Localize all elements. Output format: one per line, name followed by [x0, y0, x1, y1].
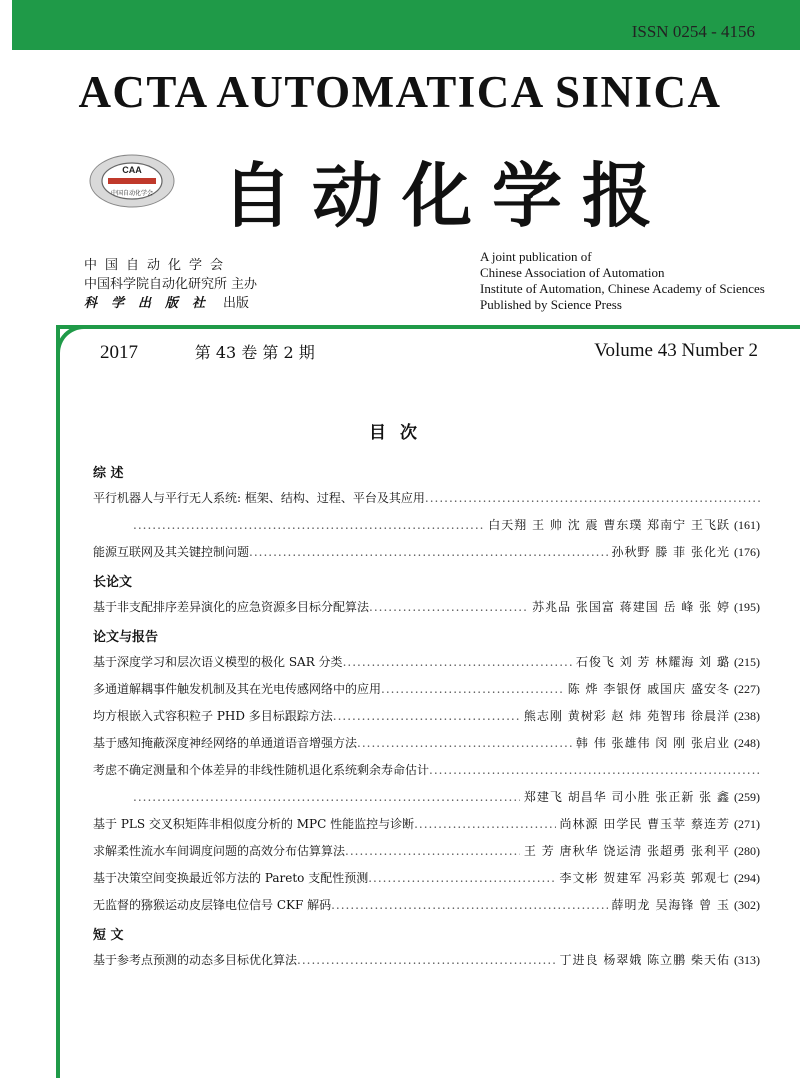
toc-entry-title: 无监督的猕猴运动皮层锋电位信号 CKF 解码	[93, 898, 332, 912]
journal-title-english: ACTA AUTOMATICA SINICA	[78, 67, 722, 117]
table-of-contents	[93, 457, 760, 974]
toc-entry-page: (215)	[734, 655, 760, 669]
toc-entry-line	[93, 485, 760, 512]
toc-entry-title: 求解柔性流水车间调度问题的高效分布估算算法	[93, 844, 346, 858]
toc-entry-authors: 孙秋野 滕 菲 张化光	[611, 545, 730, 559]
toc-section-title: 综 述	[93, 466, 124, 481]
publisher-role: 出版	[223, 296, 250, 311]
toc-entry[interactable]	[93, 838, 760, 865]
toc-entry-title: 基于参考点预测的动态多目标优化算法	[93, 953, 298, 967]
toc-leader-dots	[133, 784, 520, 811]
caa-logo-icon	[88, 152, 176, 210]
publisher-row	[84, 275, 257, 294]
issue-year: 2017	[100, 342, 138, 363]
publisher-line: A joint publication of	[480, 249, 592, 264]
publisher-name: 中国自动化学会	[84, 258, 232, 273]
toc-leader-dots	[133, 512, 484, 539]
toc-entry-line	[93, 649, 760, 676]
toc-entry-title: 基于非支配排序差异演化的应急资源多目标分配算法	[93, 600, 370, 614]
green-frame-top	[56, 325, 800, 329]
toc-leader-dots	[343, 649, 572, 676]
toc-leader-dots	[414, 811, 555, 838]
toc-leader-dots	[297, 947, 556, 974]
logo-name: 中国自动化学会	[110, 190, 154, 197]
toc-entry-title: 平行机器人与平行无人系统: 框架、结构、过程、平台及其应用	[93, 491, 425, 505]
toc-entry-title: 多通道解耦事件触发机制及其在光电传感网络中的应用	[93, 682, 382, 696]
toc-entry-title: 均方根嵌入式容积粒子 PHD 多目标跟踪方法	[93, 709, 333, 723]
publisher-row	[84, 256, 257, 275]
toc-entry-title: 基于决策空间变换最近邻方法的 Pareto 支配性预测	[93, 871, 369, 885]
toc-entry[interactable]	[93, 485, 760, 539]
toc-entry-page: (294)	[734, 871, 760, 885]
toc-entry[interactable]	[93, 676, 760, 703]
toc-section-title: 短 文	[93, 928, 124, 943]
toc-heading: 目次	[369, 423, 431, 443]
publisher-line: Published by Science Press	[480, 297, 622, 312]
toc-entry-line	[93, 947, 760, 974]
toc-entry-page: (313)	[734, 953, 760, 967]
toc-entry-page: (238)	[734, 709, 760, 723]
toc-leader-dots	[331, 892, 607, 919]
toc-entry[interactable]	[93, 703, 760, 730]
toc-entry-authors: 熊志刚 黄树彩 赵 炜 苑智玮 徐晨洋	[523, 709, 730, 723]
toc-entry-line	[93, 703, 760, 730]
toc-entry-page: (271)	[734, 817, 760, 831]
toc-leader-dots	[429, 757, 760, 784]
toc-entry-authors: 郑建飞 胡昌华 司小胜 张正新 张 鑫	[523, 790, 730, 804]
toc-entry[interactable]	[93, 811, 760, 838]
toc-entry-authors: 韩 伟 张雄伟 闵 刚 张启业	[575, 736, 730, 750]
toc-entry-page: (161)	[734, 518, 760, 532]
publisher-row	[84, 294, 257, 313]
toc-entry[interactable]	[93, 865, 760, 892]
toc-entry-line	[93, 757, 760, 784]
toc-entry-line	[93, 512, 760, 539]
toc-entry-title: 基于 PLS 交叉积矩阵非相似度分析的 MPC 性能监控与诊断	[93, 817, 415, 831]
toc-entry-line	[93, 594, 760, 621]
toc-entry-authors: 王 芳 唐秋华 饶运清 张超勇 张利平	[523, 844, 730, 858]
toc-entry-line	[93, 676, 760, 703]
toc-entry-line	[93, 838, 760, 865]
toc-entry-title: 能源互联网及其关键控制问题	[93, 545, 250, 559]
toc-entry-page: (176)	[734, 545, 760, 559]
toc-section-title: 论文与报告	[93, 630, 159, 645]
toc-entry-page: (280)	[734, 844, 760, 858]
toc-entry-authors: 丁进良 杨翠娥 陈立鹏 柴天佑	[559, 953, 730, 967]
toc-entry-line	[93, 539, 760, 566]
toc-entry-authors: 尚林源 田学民 曹玉苹 蔡连芳	[559, 817, 730, 831]
toc-entry-page: (259)	[734, 790, 760, 804]
issue-volume-cn: 第 43 卷 第 2 期	[194, 343, 315, 362]
issue-volume-en: Volume 43 Number 2	[594, 340, 758, 361]
toc-entry[interactable]	[93, 892, 760, 919]
toc-entry[interactable]	[93, 594, 760, 621]
publishers-chinese	[84, 256, 257, 313]
toc-entry-line	[93, 730, 760, 757]
toc-entry-line	[93, 865, 760, 892]
toc-leader-dots	[357, 730, 572, 757]
publisher-name: 科学出版社	[84, 296, 220, 311]
toc-entry-title: 考虑不确定测量和个体差异的非线性随机退化系统剩余寿命估计	[93, 763, 430, 777]
toc-leader-dots	[345, 838, 520, 865]
toc-leader-dots	[368, 865, 555, 892]
publishers-english	[480, 249, 765, 313]
toc-entry-page: (195)	[734, 600, 760, 614]
toc-entry-authors: 薛明龙 吴海锋 曾 玉	[611, 898, 730, 912]
publisher-line: Chinese Association of Automation	[480, 265, 665, 280]
toc-entry-authors: 李文彬 贺建军 冯彩英 郭观七	[559, 871, 730, 885]
toc-entry[interactable]	[93, 947, 760, 974]
toc-leader-dots	[425, 485, 760, 512]
publisher-role: 主办	[231, 277, 258, 292]
toc-entry-line	[93, 811, 760, 838]
publisher-line: Institute of Automation, Chinese Academy of Sciences	[480, 281, 765, 296]
toc-section-title: 长论文	[93, 575, 133, 590]
toc-entry-line	[93, 784, 760, 811]
toc-entry-title: 基于深度学习和层次语义模型的极化 SAR 分类	[93, 655, 343, 669]
toc-entry-authors: 石俊飞 刘 芳 林耀海 刘 璐	[575, 655, 730, 669]
toc-leader-dots	[249, 539, 608, 566]
toc-leader-dots	[333, 703, 520, 730]
toc-leader-dots	[381, 676, 564, 703]
journal-title-chinese: 自动化学报	[222, 155, 672, 237]
publisher-name: 中国科学院自动化研究所	[84, 277, 228, 292]
toc-entry-authors: 陈 烨 李银伢 戚国庆 盛安冬	[567, 682, 730, 696]
issue-info-left	[100, 340, 315, 364]
issn-number: ISSN 0254 - 4156	[631, 22, 755, 41]
toc-entry-line	[93, 892, 760, 919]
toc-entry-page: (248)	[734, 736, 760, 750]
logo-abbrev: CAA	[122, 165, 142, 175]
toc-entry[interactable]	[93, 757, 760, 811]
toc-entry-authors: 苏兆品 张国富 蒋建国 岳 峰 张 婷	[532, 600, 730, 614]
toc-entry-title: 基于感知掩蔽深度神经网络的单通道语音增强方法	[93, 736, 358, 750]
toc-leader-dots	[369, 594, 528, 621]
toc-entry-authors: 白天翔 王 帅 沈 震 曹东璞 郑南宁 王飞跃	[488, 518, 730, 532]
green-frame-corner	[56, 325, 96, 365]
toc-entry-page: (302)	[734, 898, 760, 912]
toc-entry-page: (227)	[734, 682, 760, 696]
toc-entry[interactable]	[93, 730, 760, 757]
toc-entry[interactable]	[93, 649, 760, 676]
toc-entry[interactable]	[93, 539, 760, 566]
